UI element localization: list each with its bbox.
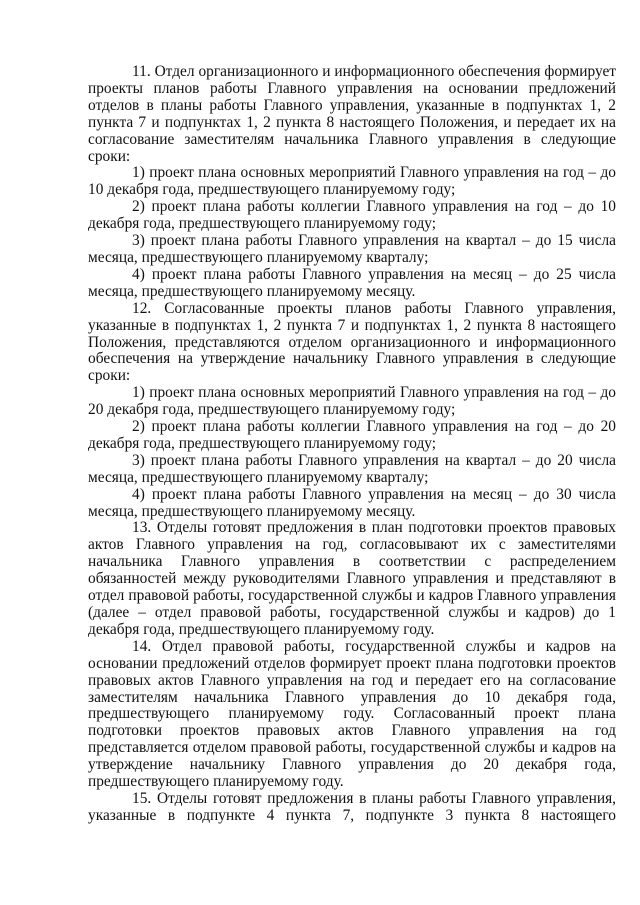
- paragraph-item-12-3: 3) проект плана работы Главного управления на квартал – до 20 числа месяца, предшествующего планируемому кварталу;: [88, 451, 616, 486]
- paragraph-section-12: 12. Согласованные проекты планов работы Главного управления, указанные в подпунктах 1, 2 пункта 7 и подпунктах 1, 2 пункта 8 настоящего Положения, представляются отделом организационного и информационного обеспечения на утверждение начальнику Главного управления в следующие сроки:: [88, 299, 616, 385]
- paragraph-section-11: 11. Отдел организационного и информационного обеспечения формирует проекты планов работы Главного управления на основании предложений отделов в планы работы Главного управления, указанные в подпунктах 1, 2 пункта 7 и подпунктах 1, 2 пункта 8 настоящего Положения, и передает их на согласование заместителям начальника Главного управления в следующие сроки:: [88, 63, 616, 165]
- paragraph-item-11-3: 3) проект плана работы Главного управления на квартал – до 15 числа месяца, предшествующего планируемому кварталу;: [88, 232, 616, 266]
- paragraph-item-12-2: 2) проект плана работы коллегии Главного управления на год – до 20 декабря года, предшествующего планируемому году;: [88, 418, 616, 452]
- paragraph-item-12-1: 1) проект плана основных мероприятий Главного управления на год – до 20 декабря года, предшествующего планируемому году;: [88, 384, 616, 419]
- paragraph-item-11-1: 1) проект плана основных мероприятий Главного управления на год – до 10 декабря года, предшествующего планируемому году;: [88, 164, 616, 199]
- paragraph-item-11-2: 2) проект плана работы коллегии Главного управления на год – до 10 декабря года, предшествующего планируемому году;: [88, 198, 616, 233]
- paragraph-section-14: 14. Отдел правовой работы, государственной службы и кадров на основании предложений отделов формирует проект плана подготовки проектов правовых актов Главного управления на год и передает его на согласование заместителям начальника Главного управления до 10 декабря года, предшествующего планируемому году. Согласованный проект плана подготовки проектов правовых актов Главного управления на год представляется отделом правовой работы, государственной службы и кадров на утверждение начальнику Главного управления до 20 декабря года, предшествующего планируемому году.: [88, 637, 616, 791]
- paragraph-section-13: 13. Отделы готовят предложения в план подготовки проектов правовых актов Главного управления на год, согласовывают их с заместителями начальника Главного управления в соответствии с распределением обязанностей между руководителями Главного управления и представляют в отдел правовой работы, государственной службы и кадров Главного управления (далее – отдел правовой работы, государственной службы и кадров) до 1 декабря года, предшествующего планируемому году.: [88, 519, 616, 638]
- paragraph-section-15: 15. Отделы готовят предложения в планы работы Главного управления, указанные в подпункте 4 пункта 7, подпункте 3 пункта 8 настоящего: [88, 789, 616, 824]
- paragraph-item-11-4: 4) проект плана работы Главного управления на месяц – до 25 числа месяца, предшествующего планируемому месяцу.: [88, 265, 616, 300]
- paragraph-item-12-4: 4) проект плана работы Главного управления на месяц – до 30 числа месяца, предшествующего планируемому месяцу.: [88, 485, 616, 520]
- document-page: [88, 64, 616, 825]
